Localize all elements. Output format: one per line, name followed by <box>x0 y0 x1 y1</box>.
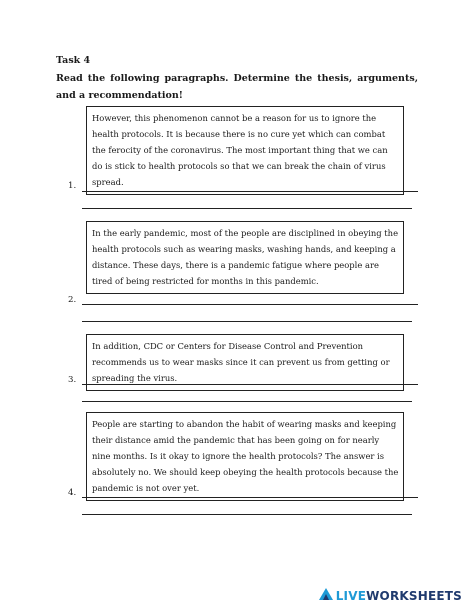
passage-box-4: People are starting to abandon the habit of wearing masks and keeping their distance amid the pandemic that has been going on for nearly nine months. Is it okay to ignore the health protocols? The answer is absolutely no. We should keep obeying the health protocols because the pandemic is not over yet. <box>86 412 404 501</box>
answer-number-3: 3. <box>68 375 77 385</box>
answer-line-4b[interactable] <box>82 514 412 515</box>
answer-line-1a[interactable] <box>82 191 418 192</box>
answer-line-2a[interactable] <box>82 304 418 305</box>
footer-brand-live: LIVE <box>335 588 367 603</box>
answer-line-3b[interactable] <box>82 401 412 402</box>
task-instructions: Read the following paragraphs. Determine the thesis, arguments, and a recommendation! <box>56 73 418 101</box>
footer-brand <box>318 586 462 605</box>
liveworksheets-logo-icon <box>318 586 334 605</box>
footer-brand-worksheets: WORKSHEETS <box>366 588 462 603</box>
task-title: Task 4 <box>56 55 91 66</box>
passage-box-1: However, this phenomenon cannot be a reason for us to ignore the health protocols. It is because there is no cure yet which can combat the ferocity of the coronavirus. The most important thing that we can do is stick to health protocols so that we can break the chain of virus spread. <box>86 106 404 195</box>
answer-line-1b[interactable] <box>82 208 412 209</box>
footer-brand-text <box>336 589 462 603</box>
passage-box-3: In addition, CDC or Centers for Disease Control and Prevention recommends us to wear masks since it can prevent us from getting or spreading the virus. <box>86 334 404 391</box>
answer-number-2: 2. <box>68 295 77 305</box>
answer-line-4a[interactable] <box>82 497 418 498</box>
answer-line-3a[interactable] <box>82 384 418 385</box>
passage-box-2: In the early pandemic, most of the people are disciplined in obeying the health protocols such as wearing masks, washing hands, and keeping a distance. These days, there is a pandemic fatigue where people are tired of being restricted for months in this pandemic. <box>86 221 404 294</box>
answer-line-2b[interactable] <box>82 321 412 322</box>
answer-number-1: 1. <box>68 181 77 191</box>
answer-number-4: 4. <box>68 488 77 498</box>
